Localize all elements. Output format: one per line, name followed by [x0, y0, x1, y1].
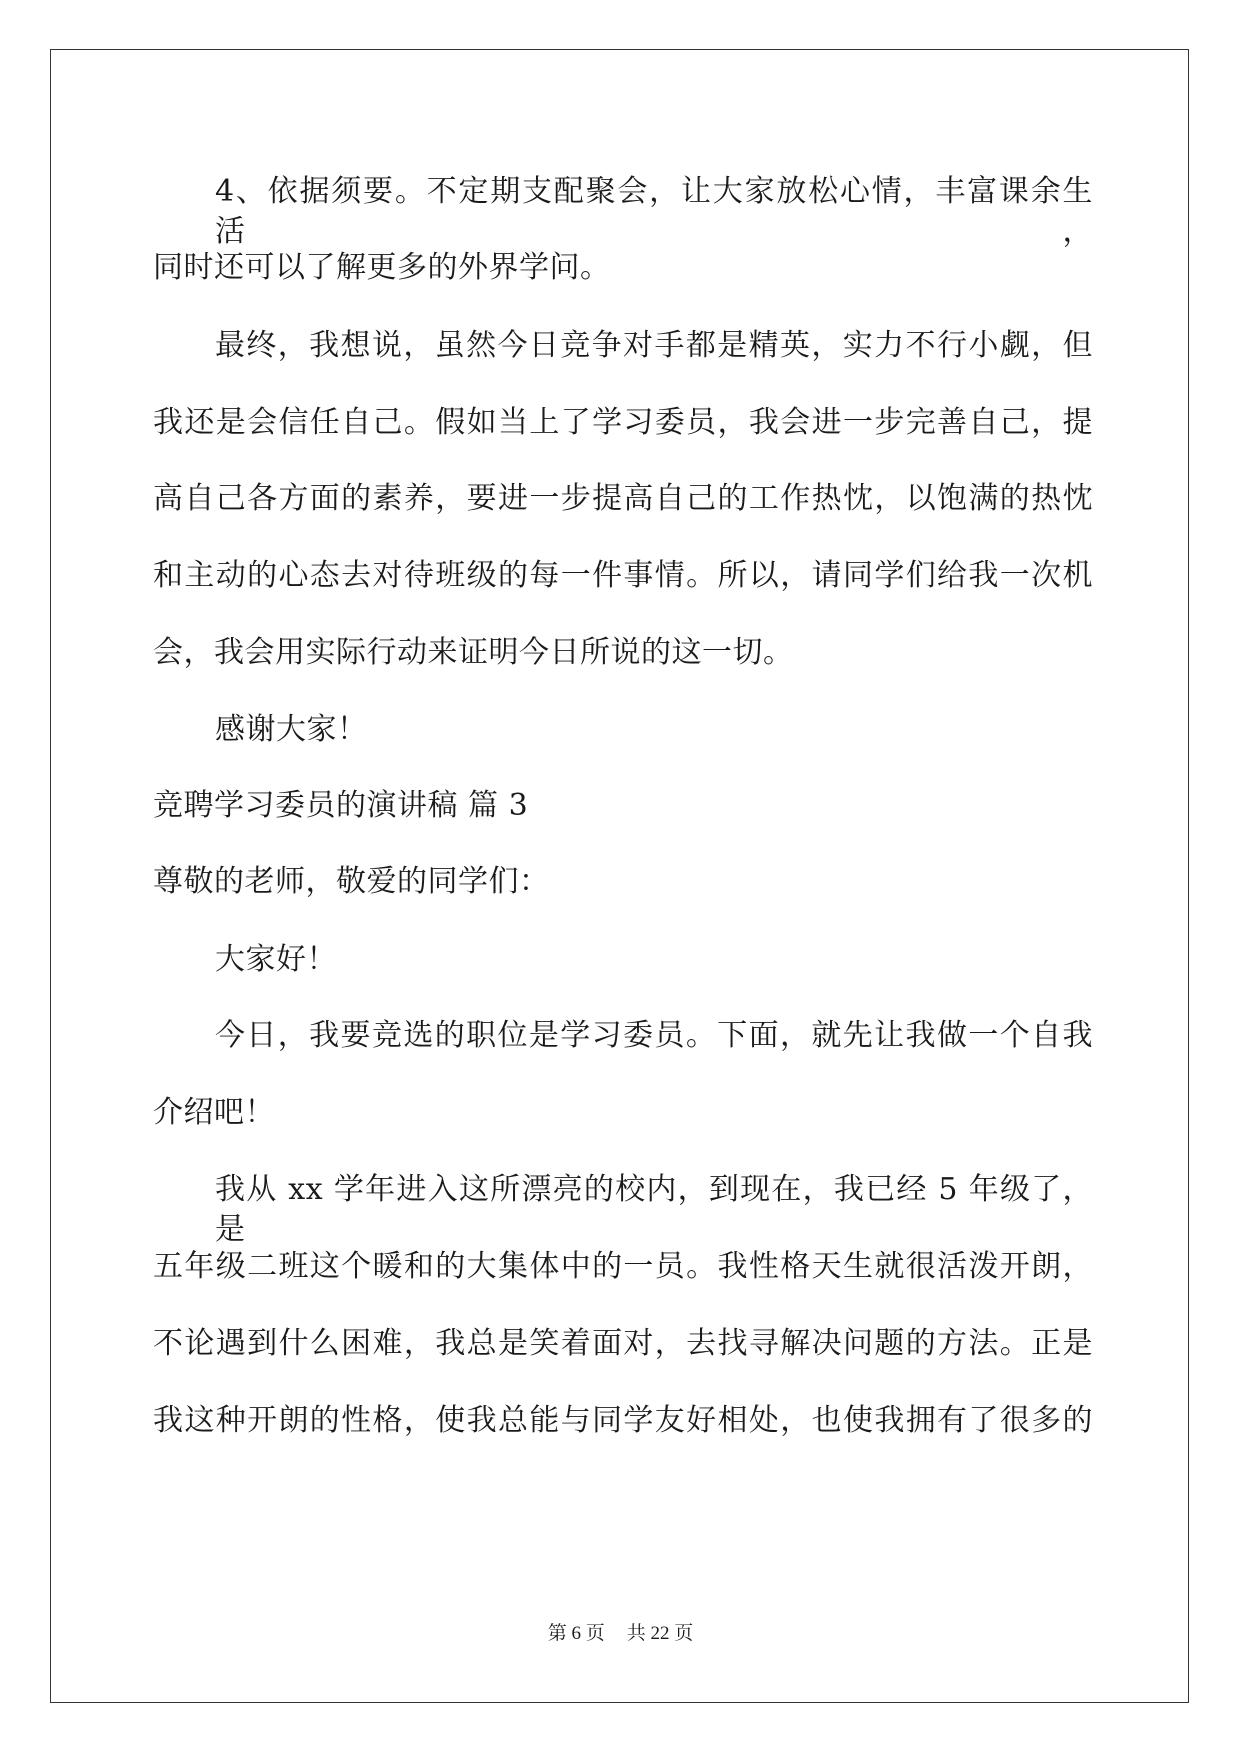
paragraph-line-15: 五年级二班这个暖和的大集体中的一员。我性格天生就很活泼开朗，	[153, 1249, 1093, 1284]
paragraph-line-2: 同时还可以了解更多的外界学问。	[153, 250, 611, 285]
greeting: 大家好！	[215, 942, 337, 977]
paragraph-line-3: 最终，我想说，虽然今日竞争对手都是精英，实力不行小觑，但	[215, 328, 1093, 363]
paragraph-line-7: 会，我会用实际行动来证明今日所说的这一切。	[153, 635, 794, 670]
page-footer	[0, 1622, 1241, 1646]
paragraph-line-5: 高自己各方面的素养，要进一步提高自己的工作热忱，以饱满的热忱	[153, 481, 1093, 516]
paragraph-line-13: 介绍吧！	[153, 1095, 275, 1130]
section-heading: 竞聘学习委员的演讲稿 篇 3	[153, 788, 529, 823]
paragraph-line-14: 我从 xx 学年进入这所漂亮的校内，到现在，我已经 5 年级了，是	[215, 1172, 1093, 1247]
paragraph-line-12: 今日，我要竞选的职位是学习委员。下面，就先让我做一个自我	[215, 1018, 1093, 1053]
paragraph-line-17: 我这种开朗的性格，使我总能与同学友好相处，也使我拥有了很多的	[153, 1403, 1093, 1438]
salutation: 尊敬的老师，敬爱的同学们：	[153, 864, 550, 899]
paragraph-line-16: 不论遇到什么困难，我总是笑着面对，去找寻解决问题的方法。正是	[153, 1326, 1093, 1361]
page-total: 共 22 页	[626, 1623, 694, 1644]
paragraph-line-8: 感谢大家！	[215, 712, 368, 747]
page-number: 第 6 页	[547, 1623, 605, 1644]
paragraph-line-4: 我还是会信任自己。假如当上了学习委员，我会进一步完善自己，提	[153, 405, 1093, 440]
paragraph-line-1: 4、依据须要。不定期支配聚会，让大家放松心情，丰富课余生活，	[215, 174, 1093, 249]
paragraph-line-6: 和主动的心态去对待班级的每一件事情。所以，请同学们给我一次机	[153, 558, 1093, 593]
